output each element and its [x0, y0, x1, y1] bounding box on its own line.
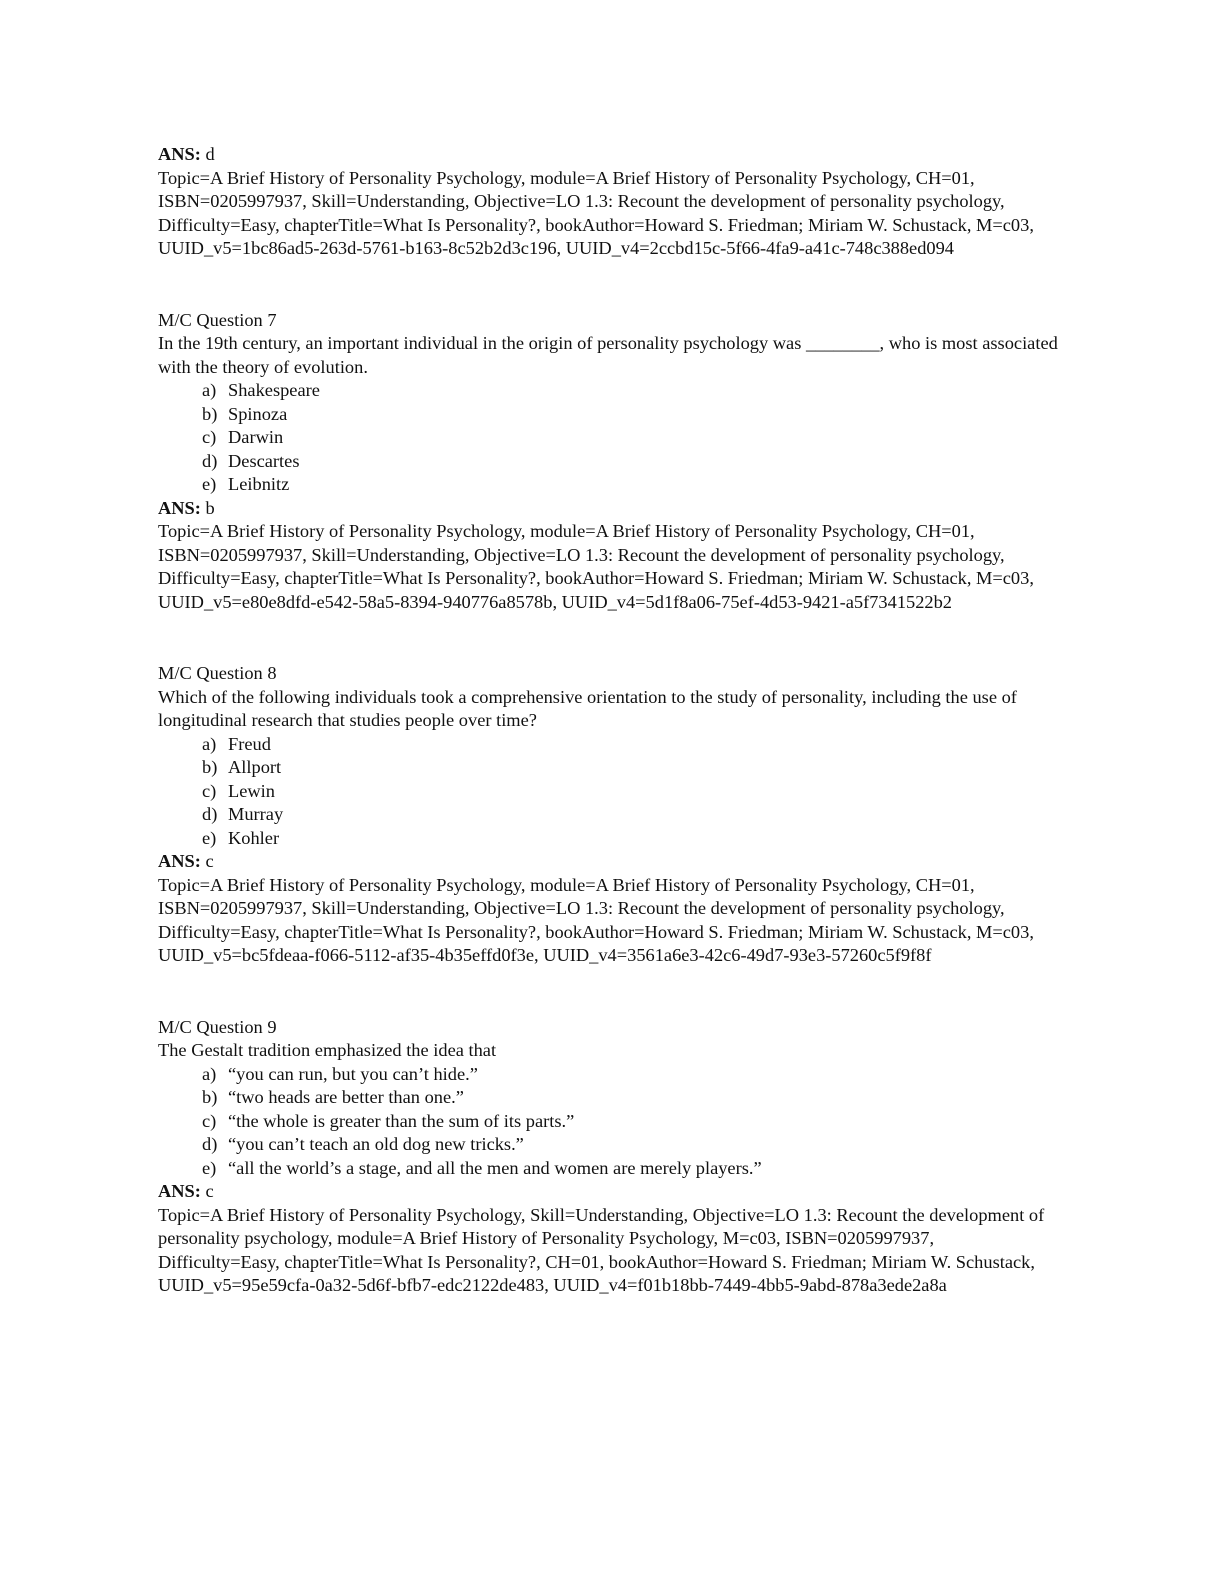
option-letter: d)	[202, 450, 218, 471]
question-stem: In the 19th century, an important individual in the origin of personality psychology was ________, who is most associated with the theory of evolution.	[158, 333, 1058, 377]
option-text: “the whole is greater than the sum of its parts.”	[228, 1110, 575, 1131]
question-metadata: Topic=A Brief History of Personality Psychology, Skill=Understanding, Objective=LO 1.3: Recount the development of personality psychology, module=A Brief History of Personality Psychology, M=c03, ISBN=0205997937, Difficulty=Easy, chapterTitle=What Is Personality?, CH=01, bookAuthor=Howard S. Friedman; Miriam W. Schustack, UUID_v5=95e59cfa-0a32-5d6f-bfb7-edc2122de483, UUID_v4=f01b18bb-7449-4bb5-9abd-878a3ede2a8a	[158, 1204, 1045, 1295]
option-c	[202, 780, 1058, 804]
option-letter: c)	[202, 427, 217, 447]
option-text: “you can’t teach an old dog new tricks.”	[228, 1134, 524, 1154]
option-c	[202, 426, 1058, 450]
option-e	[202, 1157, 1058, 1181]
option-text: Leibnitz	[228, 474, 290, 494]
option-a	[202, 733, 1058, 757]
question-stem: Which of the following individuals took a comprehensive orientation to the study of personality, including the use of longitudinal research that studies people over time?	[158, 686, 1017, 730]
question-metadata: Topic=A Brief History of Personality Psychology, module=A Brief History of Personality Psychology, CH=01, ISBN=0205997937, Skill=Understanding, Objective=LO 1.3: Recount the development of personality psychology, Difficulty=Easy, chapterTitle=What Is Personality?, bookAuthor=Howard S. Friedman; Miriam W. Schustack, M=c03, UUID_v5=1bc86ad5-263d-5761-b163-8c52b2d3c196, UUID_v4=2ccbd15c-5f66-4fa9-a41c-748c388ed094	[158, 167, 1034, 258]
option-text: Darwin	[228, 427, 284, 447]
answer-line	[158, 143, 1058, 167]
option-letter: b)	[202, 1087, 218, 1107]
option-d	[202, 1133, 1058, 1157]
answer-options	[158, 1063, 1058, 1181]
option-text: “two heads are better than one.”	[228, 1087, 464, 1107]
option-c	[202, 1110, 1058, 1134]
option-letter: a)	[202, 733, 217, 754]
question-heading: M/C Question 9	[158, 1016, 277, 1037]
option-b	[202, 403, 1058, 427]
answer-label: ANS:	[158, 1181, 201, 1201]
answer-value: c	[205, 851, 214, 871]
option-text: “you can run, but you can’t hide.”	[228, 1063, 478, 1084]
option-letter: e)	[202, 827, 217, 848]
option-text: Murray	[228, 804, 284, 824]
option-d	[202, 803, 1058, 827]
answer-block-question-6	[158, 143, 1058, 261]
option-e	[202, 827, 1058, 851]
question-block-8	[158, 662, 1058, 968]
option-letter: a)	[202, 1063, 217, 1084]
answer-line	[158, 497, 1058, 521]
question-heading: M/C Question 8	[158, 663, 277, 683]
question-block-7	[158, 309, 1058, 615]
answer-options	[158, 379, 1058, 497]
answer-line	[158, 1180, 1058, 1204]
option-b	[202, 756, 1058, 780]
answer-label: ANS:	[158, 497, 201, 518]
option-a	[202, 1063, 1058, 1087]
question-heading: M/C Question 7	[158, 309, 277, 330]
question-metadata: Topic=A Brief History of Personality Psychology, module=A Brief History of Personality Psychology, CH=01, ISBN=0205997937, Skill=Understanding, Objective=LO 1.3: Recount the development of personality psychology, Difficulty=Easy, chapterTitle=What Is Personality?, bookAuthor=Howard S. Friedman; Miriam W. Schustack, M=c03, UUID_v5=e80e8dfd-e542-58a5-8394-940776a8578b, UUID_v4=5d1f8a06-75ef-4d53-9421-a5f7341522b2	[158, 521, 1034, 612]
question-block-9	[158, 1016, 1058, 1298]
option-letter: c)	[202, 780, 217, 801]
option-text: “all the world’s a stage, and all the men and women are merely players.”	[228, 1157, 762, 1178]
option-letter: b)	[202, 757, 218, 777]
answer-value: d	[205, 144, 215, 164]
option-text: Freud	[228, 733, 271, 754]
option-letter: e)	[202, 1157, 217, 1178]
option-letter: e)	[202, 474, 217, 494]
question-stem: The Gestalt tradition emphasized the idea that	[158, 1040, 497, 1060]
answer-label: ANS:	[158, 144, 201, 164]
answer-line	[158, 850, 1058, 874]
option-text: Spinoza	[228, 403, 288, 424]
option-text: Shakespeare	[228, 380, 320, 400]
option-text: Descartes	[228, 450, 300, 471]
document-page	[158, 143, 1058, 1298]
option-text: Lewin	[228, 780, 275, 801]
option-e	[202, 473, 1058, 497]
answer-value: c	[205, 1181, 214, 1201]
question-metadata: Topic=A Brief History of Personality Psychology, module=A Brief History of Personality Psychology, CH=01, ISBN=0205997937, Skill=Understanding, Objective=LO 1.3: Recount the development of personality psychology, Difficulty=Easy, chapterTitle=What Is Personality?, bookAuthor=Howard S. Friedman; Miriam W. Schustack, M=c03, UUID_v5=bc5fdeaa-f066-5112-af35-4b35effd0f3e, UUID_v4=3561a6e3-42c6-49d7-93e3-57260c5f9f8f	[158, 874, 1034, 965]
option-text: Allport	[228, 757, 282, 777]
option-d	[202, 450, 1058, 474]
option-letter: c)	[202, 1110, 217, 1131]
answer-value: b	[205, 497, 215, 518]
option-a	[202, 379, 1058, 403]
option-letter: a)	[202, 380, 217, 400]
option-letter: d)	[202, 804, 218, 824]
option-b	[202, 1086, 1058, 1110]
option-letter: d)	[202, 1134, 218, 1154]
option-letter: b)	[202, 403, 218, 424]
answer-options	[158, 733, 1058, 851]
option-text: Kohler	[228, 827, 280, 848]
answer-label: ANS:	[158, 851, 201, 871]
